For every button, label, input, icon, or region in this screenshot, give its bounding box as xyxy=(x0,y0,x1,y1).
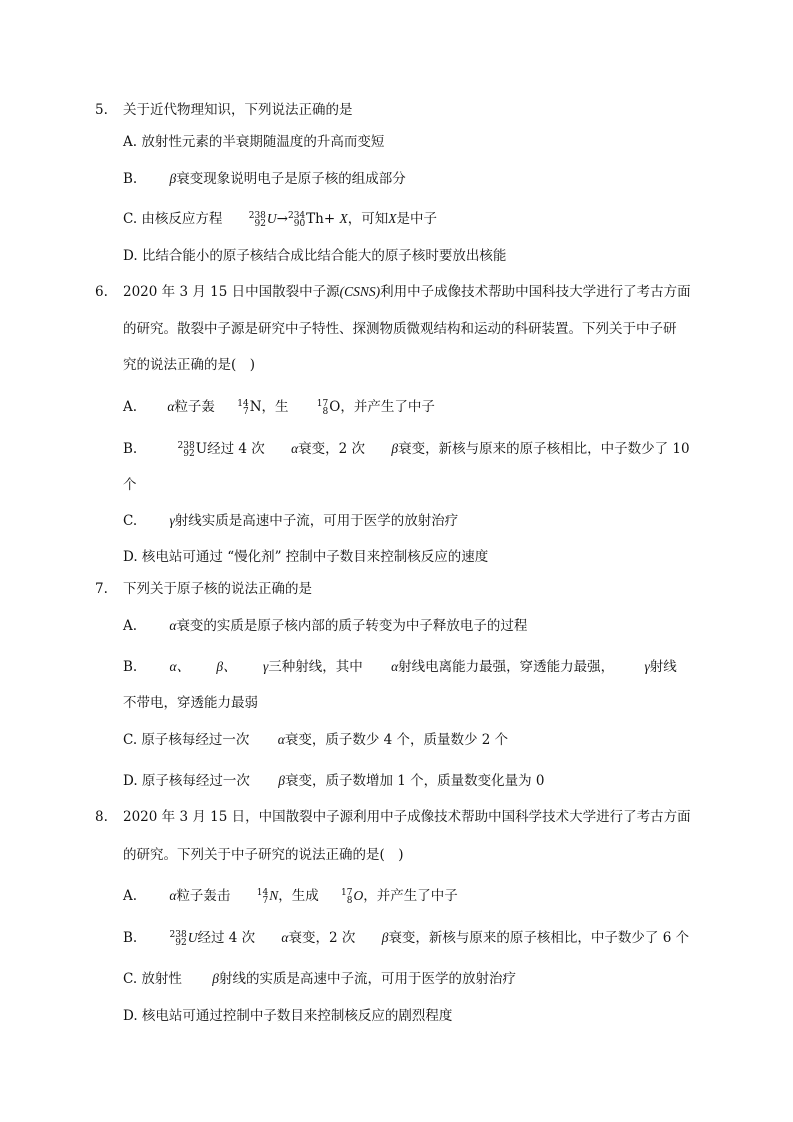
question-stem-line-1: 2020 年 3 月 15 日中国散裂中子源(CSNS)利用中子成像技术帮助中国科技大学进行了考古方面 xyxy=(123,284,691,300)
option-a: A. 放射性元素的半衰期随温度的升高而变短 xyxy=(123,134,385,150)
option-c: C. 由核反应方程 238 92 U→ 234 90 Th+ X，可知X是中子 xyxy=(123,210,437,229)
option-b-continued: 个 xyxy=(123,477,137,493)
option-c: C. γ射线实质是高速中子流，可用于医学的放射治疗 xyxy=(123,513,459,529)
isotope-notation: 14 7 xyxy=(237,398,249,417)
isotope-notation: 238 92 xyxy=(177,440,195,459)
option-label: B. xyxy=(123,930,138,946)
question-stem: 关于近代物理知识，下列说法正确的是 xyxy=(123,102,353,118)
question-number: 6. xyxy=(95,284,108,300)
isotope-notation: 17 8 xyxy=(316,398,329,417)
isotope-notation: 17 8 xyxy=(341,887,353,906)
option-a: A. α衰变的实质是原子核内部的质子转变为中子释放电子的过程 xyxy=(123,618,528,634)
option-a: A. α粒子轰 14 7 N，生 17 8 O，并产生了中子 xyxy=(123,398,435,417)
option-d: D. 核电站可通过 “慢化剂” 控制中子数目来控制核反应的速度 xyxy=(123,549,489,565)
isotope-notation: 238 92 xyxy=(169,929,187,948)
option-label: C. 放射性 xyxy=(123,971,182,987)
beta-symbol: β xyxy=(212,971,219,986)
option-label: B. xyxy=(123,171,138,187)
option-label: A. xyxy=(123,888,138,904)
question-stem-line-1: 2020 年 3 月 15 日，中国散裂中子源利用中子成像技术帮助中国科学技术大学进行了考古方面 xyxy=(123,809,691,825)
beta-symbol: β xyxy=(169,171,177,186)
option-b: B. 238 92 U经过 4 次 α衰变，2 次 β衰变，新核与原来的原子核相比，中子数少了 10 xyxy=(123,440,690,459)
option-label: B. xyxy=(123,659,138,675)
question-stem: 下列关于原子核的说法正确的是 xyxy=(123,581,312,597)
option-label: C. xyxy=(123,513,138,529)
alpha-symbol: α xyxy=(169,888,177,903)
question-number: 5. xyxy=(95,102,108,118)
gamma-symbol: γ xyxy=(169,513,175,528)
option-label: D. 原子核每经过一次 xyxy=(123,773,250,789)
isotope-notation: 14 7 xyxy=(256,887,269,906)
isotope-notation: 238 92 xyxy=(248,210,266,229)
option-d: D. 核电站可通过控制中子数目来控制核反应的剧烈程度 xyxy=(123,1008,453,1024)
option-b: B. α、 β、 γ三种射线，其中 α射线电离能力最强，穿透能力最强， γ射线 xyxy=(123,659,677,675)
option-label: C. 原子核每经过一次 xyxy=(123,732,250,748)
option-label: B. xyxy=(123,441,138,457)
option-b: B. 238 92 U经过 4 次 α衰变，2 次 β衰变，新核与原来的原子核相比，中子数少了 6 个 xyxy=(123,929,690,948)
isotope-notation: 234 90 xyxy=(287,210,306,229)
option-c: C. 原子核每经过一次 α衰变，质子数少 4 个，质量数少 2 个 xyxy=(123,732,509,748)
option-c: C. 放射性 β射线的实质是高速中子流，可用于医学的放射治疗 xyxy=(123,971,516,987)
question-stem-line-2: 的研究。下列关于中子研究的说法正确的是( ) xyxy=(123,847,404,863)
beta-symbol: β xyxy=(278,773,285,788)
option-label: A. xyxy=(123,618,138,634)
question-stem-line-3: 究的说法正确的是( ) xyxy=(123,357,256,373)
option-label: A. xyxy=(123,399,138,415)
option-b-continued: 不带电，穿透能力最弱 xyxy=(123,695,258,711)
option-label: C. 由核反应方程 xyxy=(123,211,223,227)
option-d: D. 比结合能小的原子核结合成比结合能大的原子核时要放出核能 xyxy=(123,248,507,264)
option-a: A. α粒子轰击 14 7 N，生成 17 8 O，并产生了中子 xyxy=(123,887,458,906)
alpha-symbol: α xyxy=(167,399,175,414)
option-text: 衰变现象说明电子是原子核的组成部分 xyxy=(176,171,406,187)
option-b xyxy=(123,170,406,188)
question-number: 8. xyxy=(95,809,108,825)
question-stem-line-2: 的研究。散裂中子源是研究中子特性、探测物质微观结构和运动的科研装置。下列关于中子研 xyxy=(123,321,677,337)
question-number: 7. xyxy=(95,581,108,597)
alpha-symbol: α xyxy=(277,732,285,747)
option-d: D. 原子核每经过一次 β衰变，质子数增加 1 个，质量数变化量为 0 xyxy=(123,773,545,789)
alpha-symbol: α xyxy=(169,618,177,633)
